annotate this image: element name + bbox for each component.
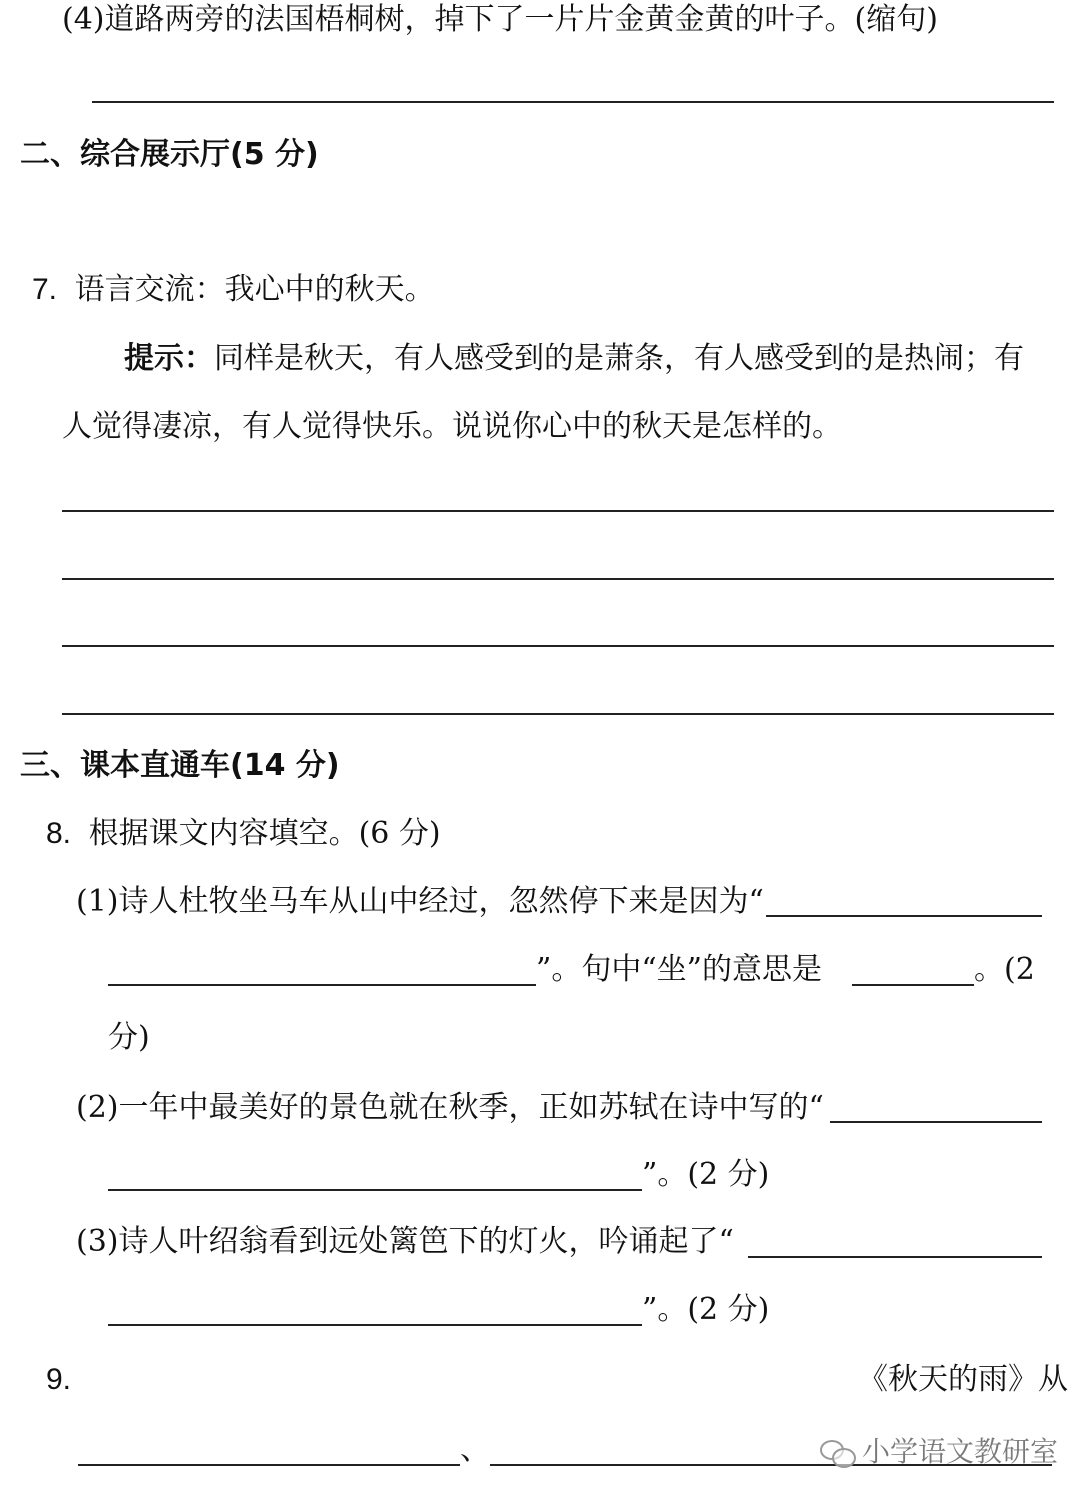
fill-blank[interactable] xyxy=(78,1464,460,1466)
watermark-text: 小学语文教研室 xyxy=(862,1435,1059,1468)
hint-line-1: 同样是秋天，有人感受到的是萧条，有人感受到的是热闹；有 xyxy=(214,341,1024,376)
fill-blank[interactable] xyxy=(852,984,974,986)
answer-line[interactable] xyxy=(62,510,1054,512)
hint-line-2: 人觉得凄凉，有人觉得快乐。说说你心中的秋天是怎样的。 xyxy=(62,409,842,444)
question-8-prompt: 根据课文内容填空。(6 分) xyxy=(88,816,441,851)
fill-blank[interactable] xyxy=(766,915,1042,917)
section-3-heading: 三、课本直通车(14 分) xyxy=(20,748,340,783)
question-8 xyxy=(46,814,441,854)
wechat-icon xyxy=(820,1440,856,1466)
question-7-number: 7. xyxy=(32,273,58,306)
fill-blank[interactable] xyxy=(108,984,536,986)
question-8-part-3-line-1: (3)诗人叶绍翁看到远处篱笆下的灯火，吟诵起了“ xyxy=(76,1224,734,1259)
answer-line[interactable] xyxy=(62,645,1054,647)
section-2-heading: 二、综合展示厅(5 分) xyxy=(20,137,319,172)
question-7 xyxy=(32,270,435,310)
answer-line[interactable] xyxy=(62,578,1054,580)
fill-blank[interactable] xyxy=(830,1121,1042,1123)
hint-label: 提示： xyxy=(124,341,214,376)
question-8-part-1-line-1: (1)诗人杜牧坐马车从山中经过，忽然停下来是因为“ xyxy=(76,884,764,919)
watermark xyxy=(820,1432,1058,1472)
answer-line[interactable] xyxy=(62,713,1054,715)
question-8-part-2-line-1: (2)一年中最美好的景色就在秋季，正如苏轼在诗中写的“ xyxy=(76,1090,824,1125)
question-9-text: 《秋天的雨》从 xyxy=(858,1362,1068,1397)
question-6-part-4: (4)道路两旁的法国梧桐树，掉下了一片片金黄金黄的叶子。(缩句) xyxy=(62,2,938,37)
question-8-number: 8. xyxy=(46,817,72,850)
question-9-separator: 、 xyxy=(460,1432,490,1467)
answer-line[interactable] xyxy=(92,101,1054,103)
question-7-prompt: 语言交流：我心中的秋天。 xyxy=(74,272,435,307)
fill-blank[interactable] xyxy=(108,1189,642,1191)
question-8-part-1-line-2: ”。句中“坐”的意思是 xyxy=(536,952,823,987)
question-8-part-3-points: ”。(2 分) xyxy=(642,1292,770,1327)
question-9-number: 9. xyxy=(46,1363,72,1396)
question-7-hint xyxy=(124,339,1024,379)
fill-blank[interactable] xyxy=(108,1324,642,1326)
fill-blank[interactable] xyxy=(748,1256,1042,1258)
question-8-part-1-line-3: 分) xyxy=(108,1020,150,1055)
question-8-part-2-points: ”。(2 分) xyxy=(642,1157,770,1192)
question-8-part-1-points: 。(2 xyxy=(974,952,1035,987)
